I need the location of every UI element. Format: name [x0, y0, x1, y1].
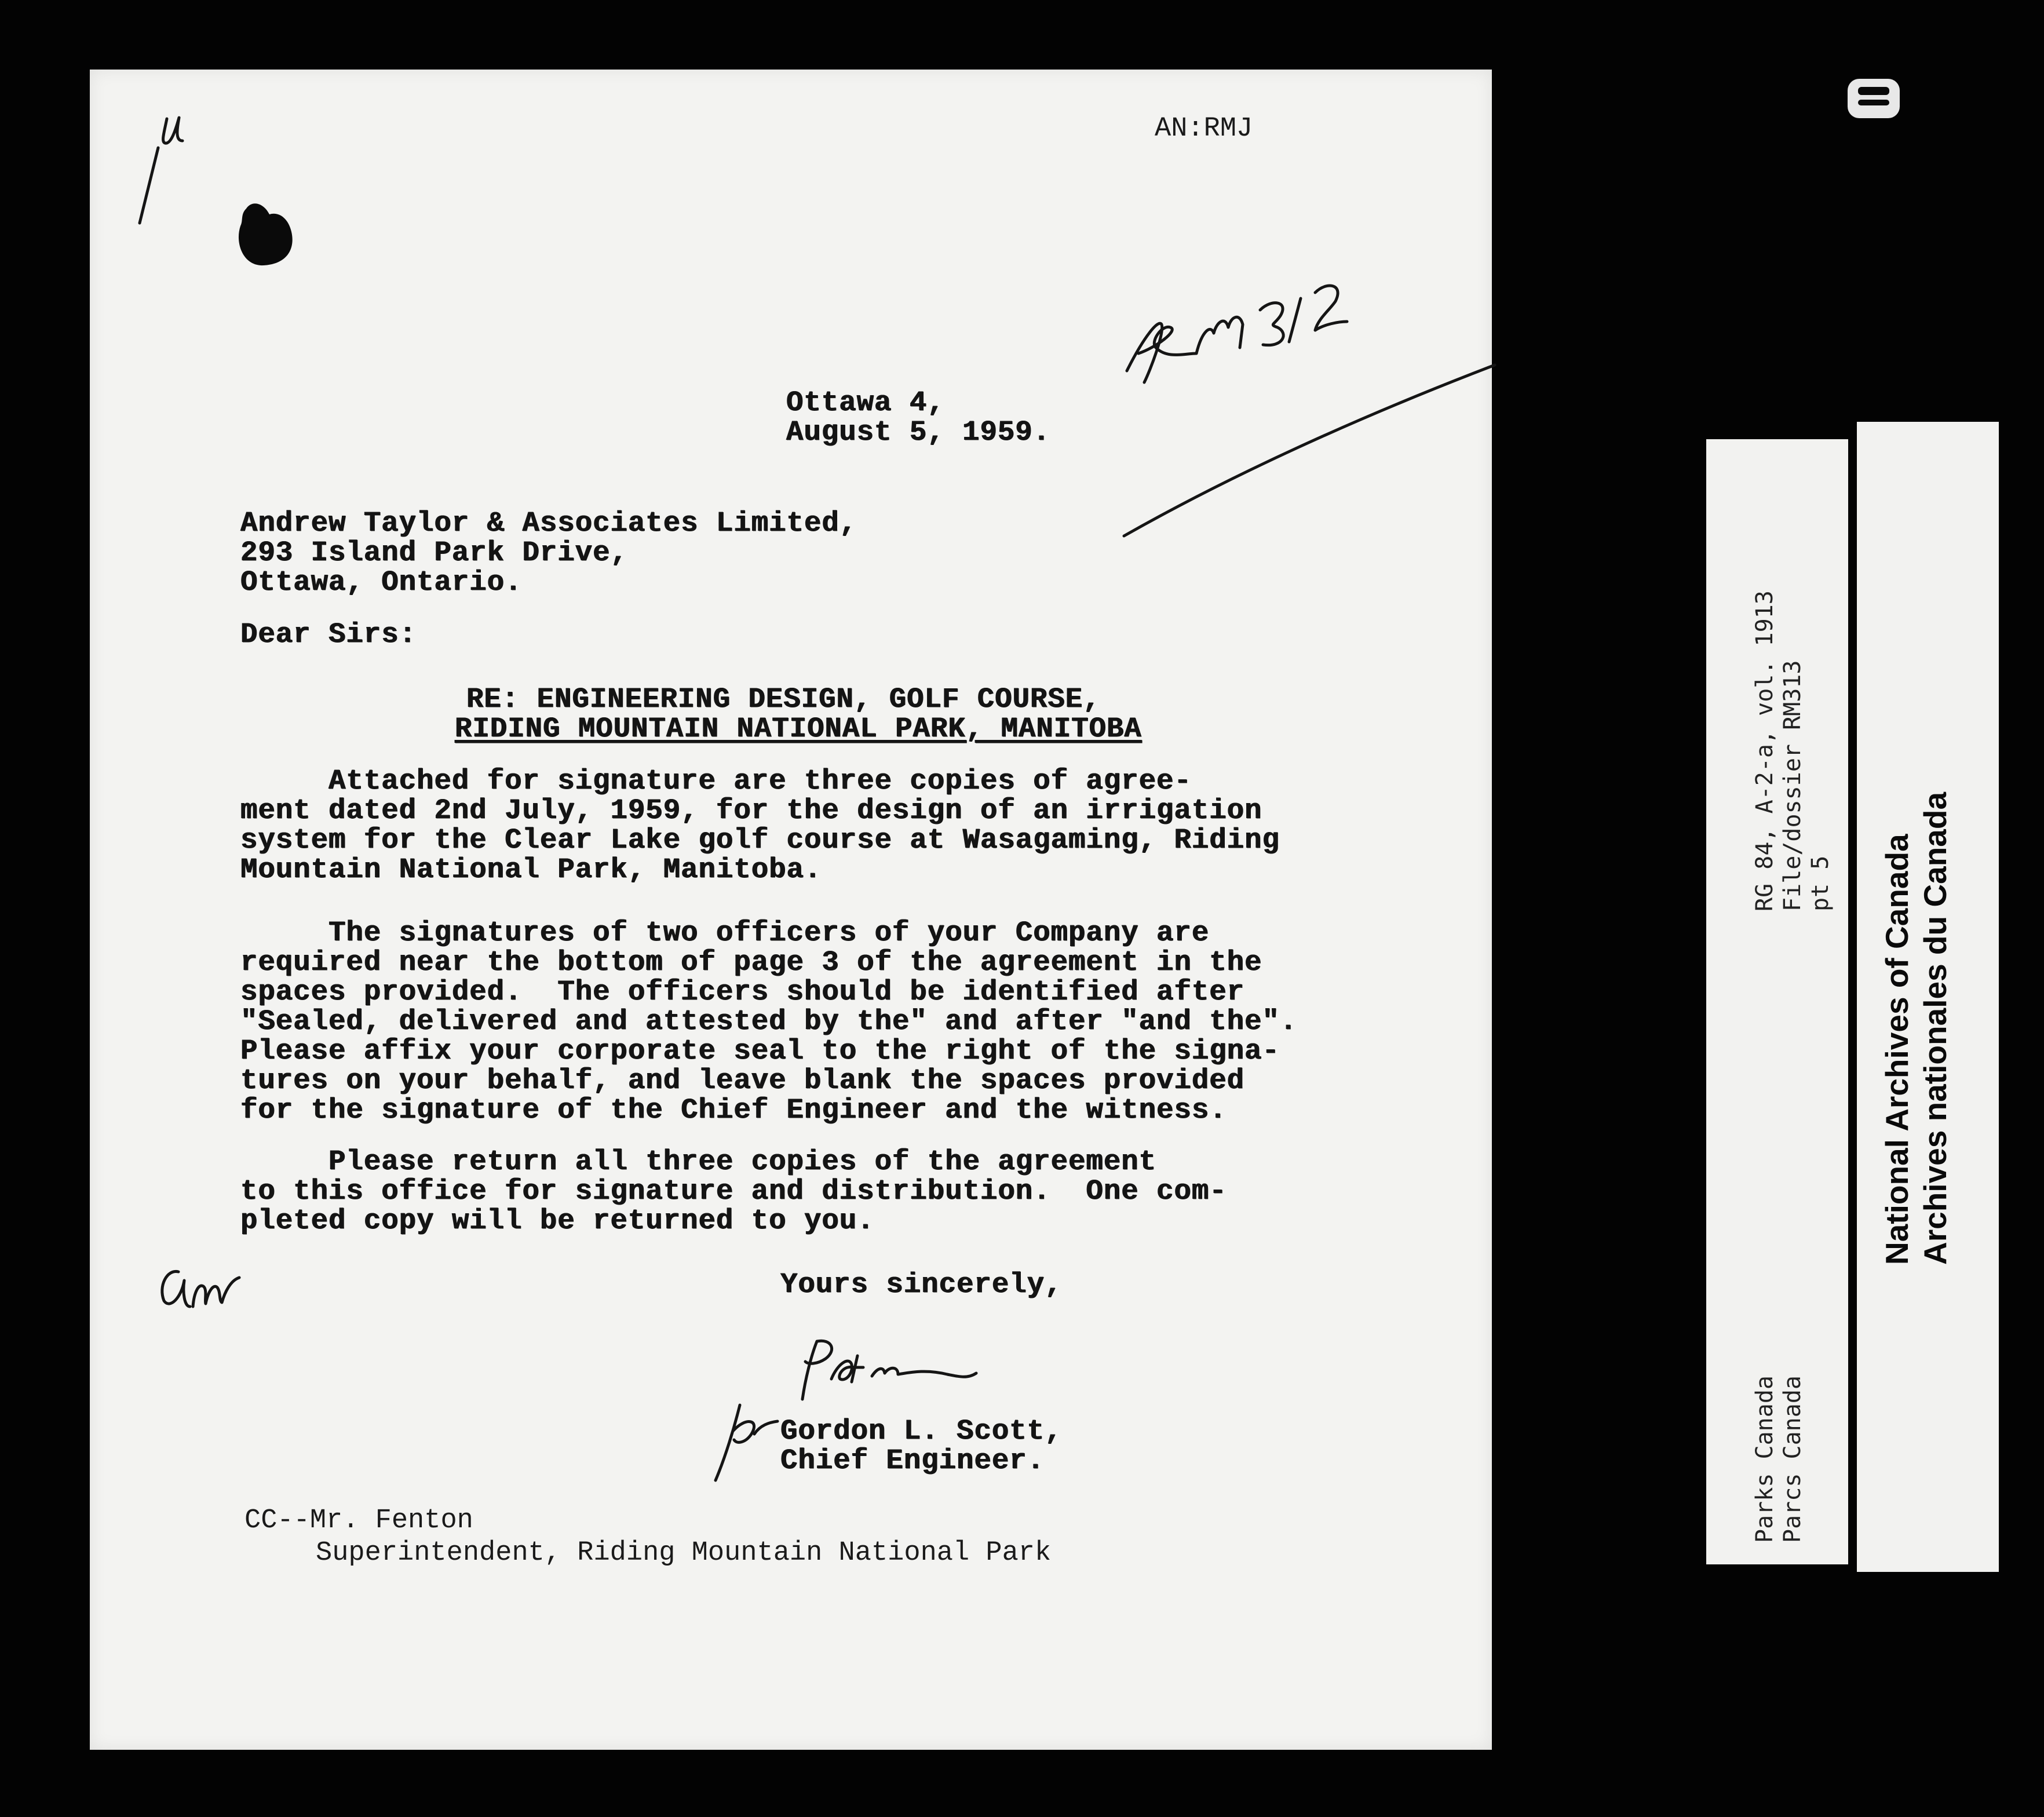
handwritten-initials [152, 1252, 245, 1315]
reference-code: AN:RMJ [1155, 114, 1253, 144]
archive-name-fr: Archives nationales du Canada [1917, 791, 1953, 1265]
paragraph-line: pleted copy will be returned to you. [240, 1205, 875, 1237]
archive-reference-label [1706, 439, 1848, 1564]
paragraph-2 [240, 918, 1297, 1125]
date-line-2: August 5, 1959. [786, 416, 1051, 448]
paragraph-line: spaces provided. The officers should be identified after [240, 976, 1245, 1008]
closing: Yours sincerely, [780, 1268, 1063, 1301]
paragraph-line: Mountain National Park, Manitoba. [240, 853, 822, 886]
paragraph-line: Please return all three copies of the agreement [240, 1145, 1157, 1178]
salutation: Dear Sirs: [240, 618, 417, 651]
paragraph-line: Attached for signature are three copies of agree- [240, 765, 1192, 797]
address-line-3: Ottawa, Ontario. [240, 566, 523, 599]
handwritten-top-mark [135, 107, 205, 240]
agency-name-en: Parks Canada [1751, 1375, 1778, 1543]
paragraph-line: for the signature of the Chief Engineer and the witness. [240, 1094, 1227, 1126]
paragraph-line: Please affix your corporate seal to the right of the signa- [240, 1035, 1280, 1067]
date-line-1: Ottawa 4, [786, 386, 945, 419]
archive-reference-2: File/dossier RM313 [1779, 660, 1806, 911]
paragraph-line: system for the Clear Lake golf course at Wasagaming, Riding [240, 824, 1280, 856]
paragraph-line: ment dated 2nd July, 1959, for the design of an irrigation [240, 794, 1262, 827]
signature [779, 1333, 988, 1408]
archive-reference-1: RG 84, A-2-a, vol. 1913 [1751, 590, 1778, 911]
archive-name-label [1857, 422, 1999, 1572]
signer-name: Gordon L. Scott, [780, 1415, 1063, 1447]
paragraph-line: to this office for signature and distribution. One com- [240, 1175, 1227, 1207]
address-line-2: 293 Island Park Drive, [240, 537, 628, 569]
handwritten-file-number [1115, 267, 1498, 545]
archive-name-en: National Archives of Canada [1879, 834, 1915, 1265]
paragraph-line: The signatures of two officers of your Company are [240, 917, 1210, 949]
paragraph-line: tures on your behalf, and leave blank the spaces provided [240, 1064, 1245, 1097]
address-line-1: Andrew Taylor & Associates Limited, [240, 507, 857, 539]
paragraph-3 [240, 1147, 1227, 1236]
subject-line-2: RIDING MOUNTAIN NATIONAL PARK, MANITOBA [455, 713, 1142, 745]
archive-reference-3: pt 5 [1807, 855, 1834, 911]
paragraph-line: required near the bottom of page 3 of the agreement in the [240, 946, 1262, 979]
paragraph-line: "Sealed, delivered and attested by the" and after "and the". [240, 1005, 1298, 1038]
letter-page [90, 70, 1492, 1750]
paper-clip-icon [1845, 74, 1902, 123]
paragraph-1 [240, 767, 1280, 885]
signer-title: Chief Engineer. [780, 1444, 1045, 1477]
per-mark [705, 1393, 786, 1489]
cc-line-2: Superintendent, Riding Mountain National Park [316, 1538, 1052, 1568]
cc-line-1: CC--Mr. Fenton [244, 1505, 473, 1536]
subject-line-1: RE: ENGINEERING DESIGN, GOLF COURSE, [466, 683, 1101, 716]
punch-hole-blot [223, 191, 368, 336]
agency-name-fr: Parcs Canada [1779, 1375, 1806, 1543]
